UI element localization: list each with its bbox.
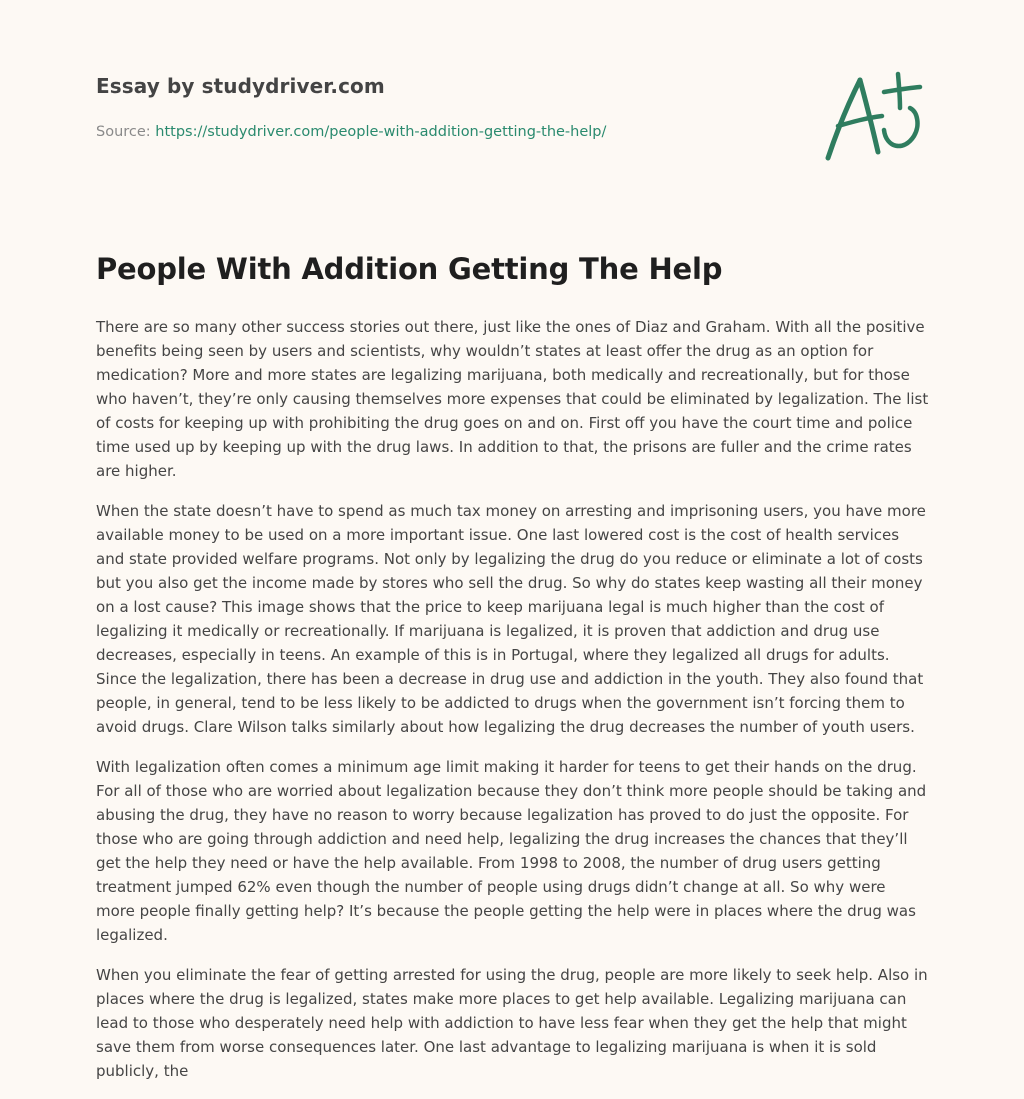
paragraph-4: When you eliminate the fear of getting arrested for using the drug, people are more likely to seek help. Also in places where the drug is legalized, states make more places to get help available. Legalizing marijuana can lead to those who desperately need help with addiction to have less fear when they get the help that might save them from worse consequences later. One last advantage to legalizing marijuana is when it is sold publicly, the [96, 966, 928, 1080]
a-plus-grade-icon [822, 68, 928, 164]
source-line [96, 124, 606, 140]
paragraph-1: There are so many other success stories out there, just like the ones of Diaz and Graham. With all the positive benefits being seen by users and scientists, why wouldn’t states at least offer the drug as an option for medication? More and more states are legalizing marijuana, both medically and recreationally, but for those who haven’t, they’re only causing themselves more expenses that could be eliminated by legalization. The list of costs for keeping up with prohibiting the drug goes on and on. First off you have the court time and police time used up by keeping up with the drug laws. In addition to that, the prisons are fuller and the crime rates are higher. [96, 318, 929, 480]
paragraph-3: With legalization often comes a minimum age limit making it harder for teens to get their hands on the drug. For all of those who are worried about legalization because they don’t think more people should be taking and abusing the drug, they have no reason to worry because legalization has proved to do just the opposite. For those who are going through addiction and need help, legalizing the drug increases the chances that they’ll get the help they need or have the help available. From 1998 to 2008, the number of drug users getting treatment jumped 62% even though the number of people using drugs didn’t change at all. So why were more people finally getting help? It’s because the people getting the help were in places where the drug was legalized. [96, 758, 927, 944]
page-title: People With Addition Getting The Help [96, 252, 723, 286]
source-link[interactable]: https://studydriver.com/people-with-addition-getting-the-help/ [155, 124, 607, 140]
essay-body [96, 315, 929, 1099]
brand-title: Essay by studydriver.com [96, 74, 385, 98]
paragraph-2: When the state doesn’t have to spend as much tax money on arresting and imprisoning users, you have more available money to be used on a more important issue. One last lowered cost is the cost of health services and state provided welfare programs. Not only by legalizing the drug do you reduce or eliminate a lot of costs but you also get the income made by stores who sell the drug. So why do states keep wasting all their money on a lost cause? This image shows that the price to keep marijuana legal is much higher than the cost of legalizing it medically or recreationally. If marijuana is legalized, it is proven that addiction and drug use decreases, especially in teens. An example of this is in Portugal, where they legalized all drugs for adults. Since the legalization, there has been a decrease in drug use and addiction in the youth. They also found that people, in general, tend to be less likely to be addicted to drugs when the government isn’t forcing them to avoid drugs. Clare Wilson talks similarly about how legalizing the drug decreases the number of youth users. [96, 502, 926, 736]
source-label: Source: [96, 124, 151, 140]
page-header [96, 74, 796, 140]
